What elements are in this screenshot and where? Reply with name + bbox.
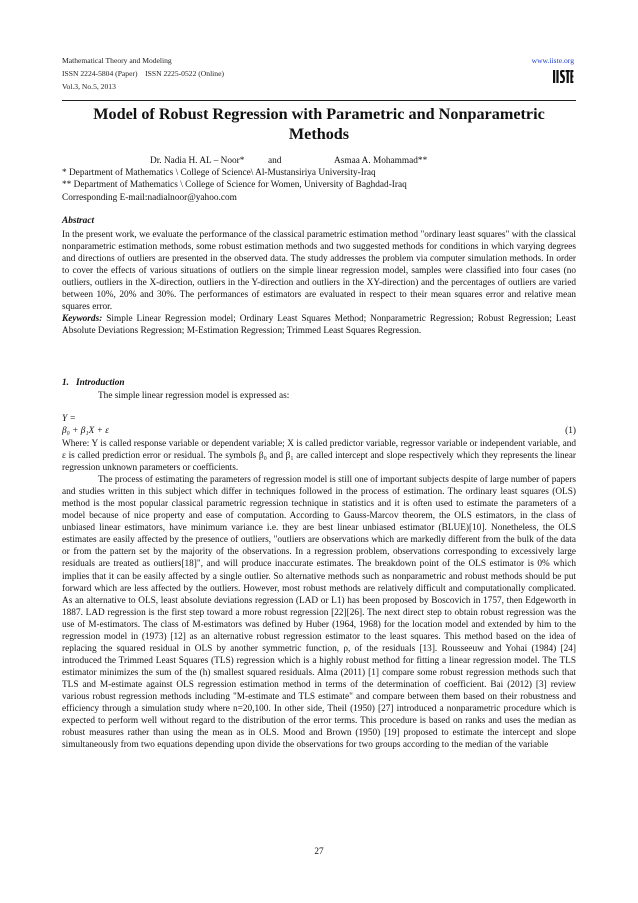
- keywords-text: Simple Linear Regression model; Ordinary Least Squares Method; Nonparametric Regression; Robust Regression; Least Absolute Deviations Regression; M-Estimation Regression; Trimmed Least Squares Regression.: [62, 314, 576, 337]
- equation-lhs: Y =: [62, 414, 76, 424]
- paper-title: Model of Robust Regression with Parametric and Nonparametric Methods: [93, 105, 545, 143]
- abstract-block: [62, 229, 576, 337]
- author-second: Asmaa A. Mohammad**: [334, 156, 428, 166]
- where-paragraph: Where: Y is called response variable or dependent variable; X is called predictor variable, regressor variable or independent variable, and ε is called prediction error or residual. The symbols β₀ and β₁ are called intercept and slope respectively which they represents the linear regression unknown parameters or coefficients.: [62, 439, 576, 474]
- affiliation-2: ** Department of Mathematics \ College of Science for Women, University of Baghdad-Iraq: [62, 180, 407, 190]
- journal-url-link[interactable]: www.iiste.org: [531, 56, 574, 65]
- issn-line: ISSN 2224-5804 (Paper) ISSN 2225-0522 (Online): [62, 69, 224, 78]
- author-first: Dr. Nadia H. AL – Noor*: [150, 156, 245, 166]
- intro-lead-block: [62, 390, 576, 402]
- section-heading-introduction: 1. Introduction: [62, 378, 125, 388]
- iiste-logo: [552, 68, 574, 85]
- abstract-text: In the present work, we evaluate the performance of the classical parametric estimation method "ordinary least squares" with the classical nonparametric estimation methods, some robust estimation methods and two suggested methods for conditions in which varying degrees and directions of outliers are presented in the observed data. The study addresses the problem via computer simulation methods. In order to cover the effects of various situations of outliers on the simple linear regression model, samples were classified into four cases (no outliers, outliers in the X-direction, outliers in the Y-direction and outliers in the XY-direction) and the percentages of outliers are varied between 10%, 20% and 30%. The performances of estimators are evaluated in respect to their mean squares error and relative mean squares error.: [62, 230, 576, 313]
- equation-rhs: β₀ + β₁X + ε: [62, 426, 109, 436]
- intro-paragraph: The process of estimating the parameters of regression model is still one of important subjects despite of large number of papers and studies written in this subject which differ in techniques followed in the process of estimation. The ordinary least squares (OLS) method is the most popular classical parametric regression technique in statistics and it is often used to estimate the parameters of a model because of nice property and ease of computation. According to Gauss-Marcov theorem, the OLS estimators, in the class of unbiased linear estimators, have minimum variance i.e. they are best linear unbiased estimator (BLUE)[10]. Nonetheless, the OLS estimates are easily affected by the presence of outliers, "outliers are observations which are markedly different from the bulk of the data or from the pattern set by the majority of the observations. In a regression problem, observations corresponding to excessively large residuals are treated as outliers[18]", and will produce inaccurate estimates. The breakdown point of the OLS estimator is 0% which implies that it can be easily affected by a single outlier. So alternative methods such as nonparametric and robust methods should be put forward which are less affected by the outliers. However, most robust methods are relatively difficult and computationally complicated. As an alternative to OLS, least absolute deviations regression (LAD or L1) has been proposed by Boscovich in 1757, then Edgeworth in 1887. LAD regression is the first step toward a more robust regression [22][26]. The next direct step to obtain robust regression was the use of M-estimators. The class of M-estimators was defined by Huber (1964, 1968) for the location model and extended by him to the regression model in (1973) [12] as an alternative robust regression estimator to the least squares. This method based on the idea of replacing the squared residual in OLS by another symmetric function, ρ, of the residuals [13]. Rousseeuw and Yohai (1984) [24] introduced the Trimmed Least Squares (TLS) regression which is a highly robust method for fitting a linear regression model. The TLS estimator minimizes the sum of the (h) smallest squared residuals. Alma (2011) [1] compare some robust regression methods such that TLS and M-estimate against OLS regression estimation method in terms of the determination of coefficient. Bai (2012) [3] review various robust regression methods including "M-estimate and TLS estimate" and compare between them based on their robustness and efficiency through a simulation study where n=20,100. In other side, Theil (1950) [27] introduced a nonparametric procedure which is expected to perform well without regard to the distribution of the error terms. This procedure is based on ranks and uses the median as robust measures rather than using the mean as in OLS. Mood and Brown (1950) [19] proposed to estimate the intercept and slope simultaneously from two equations depending upon divide the observations for two groups according to the median of the variable: [62, 475, 576, 751]
- author-conjunction: and: [268, 156, 282, 166]
- page-number: 27: [314, 847, 324, 857]
- intro-lead: The simple linear regression model is expressed as:: [98, 391, 290, 401]
- abstract-heading: Abstract: [62, 216, 95, 226]
- volume-line: Vol.3, No.5, 2013: [62, 82, 116, 91]
- corresponding-email: Corresponding E-mail:nadialnoor@yahoo.com: [62, 193, 237, 203]
- journal-name: Mathematical Theory and Modeling: [62, 56, 172, 65]
- header-rule: [62, 100, 576, 101]
- keywords-paragraph: [62, 313, 576, 337]
- keywords-label: Keywords:: [62, 314, 103, 325]
- affiliation-1: * Department of Mathematics \ College of Science\ Al-Mustansiriya University-Iraq: [62, 168, 376, 178]
- equation-number: (1): [565, 426, 576, 436]
- intro-body-block: [62, 438, 576, 751]
